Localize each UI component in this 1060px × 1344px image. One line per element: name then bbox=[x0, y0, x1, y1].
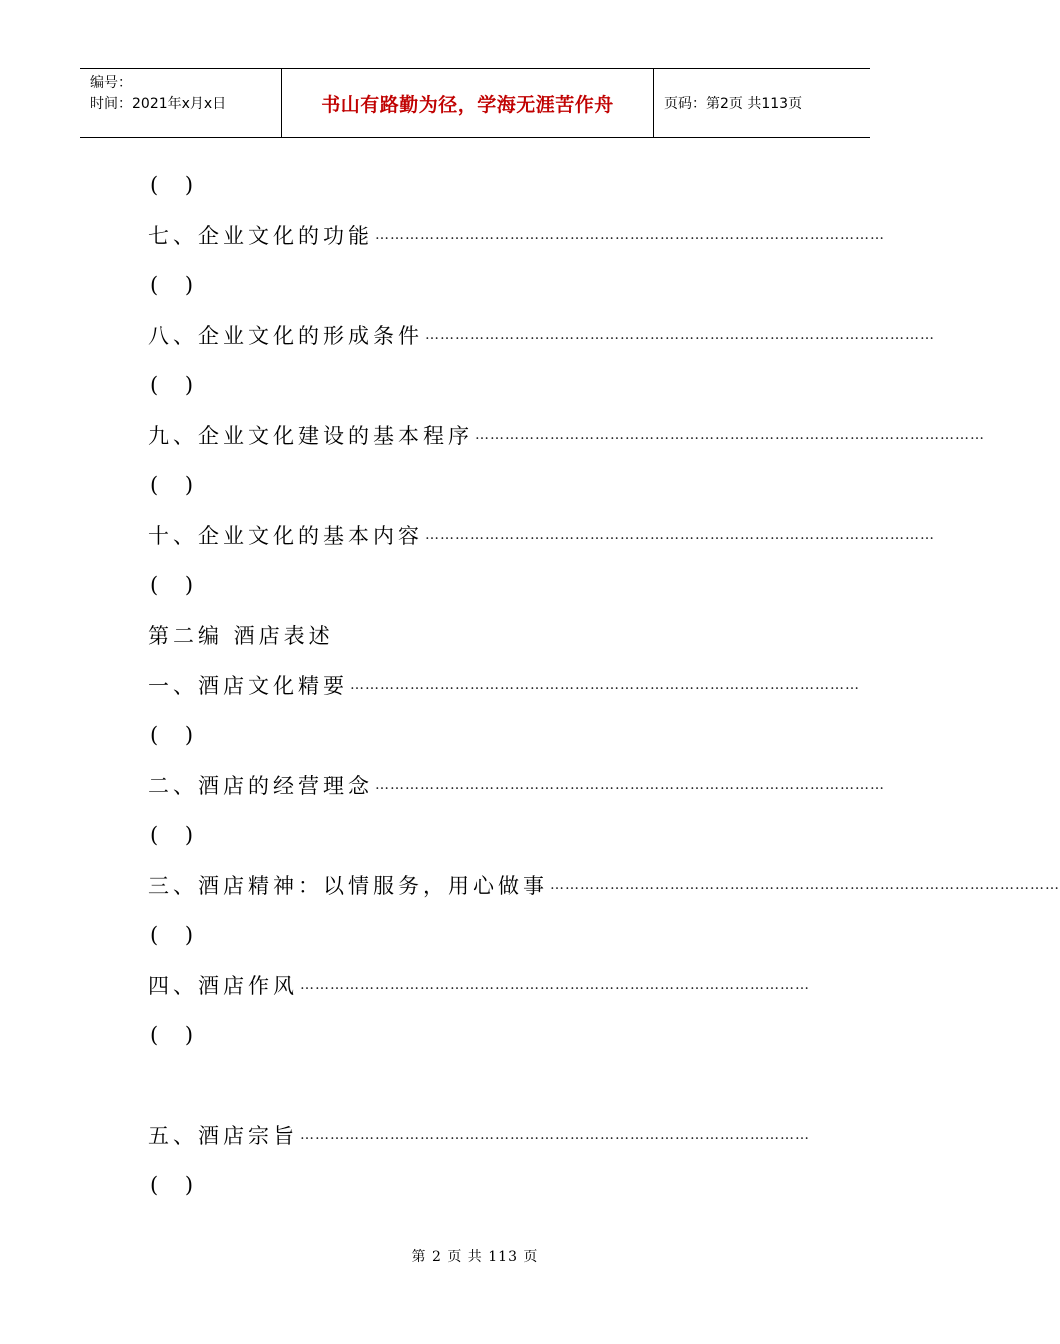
toc-page-ref: ( ) bbox=[150, 1173, 204, 1197]
header-motto-cell bbox=[282, 69, 654, 137]
toc-leader-dots: ………………………………………………………………………………………… bbox=[375, 777, 885, 793]
toc-entry-label: 五、酒店宗旨 bbox=[148, 1124, 298, 1148]
toc-page-ref: ( ) bbox=[150, 923, 204, 947]
toc-leader-dots: ………………………………………………………………………………………… bbox=[550, 877, 1060, 893]
toc-entry-label: 二、酒店的经营理念 bbox=[148, 774, 373, 798]
toc-page-ref: ( ) bbox=[150, 173, 204, 197]
toc-entry[interactable] bbox=[148, 310, 935, 360]
toc-entry-label: 八、企业文化的形成条件 bbox=[148, 324, 423, 348]
toc-leader-dots: ………………………………………………………………………………………… bbox=[425, 527, 935, 543]
toc-entry[interactable] bbox=[148, 960, 810, 1010]
toc-entry[interactable] bbox=[148, 410, 985, 460]
header-motto: 书山有路勤为径，学海无涯苦作舟 bbox=[321, 93, 614, 116]
toc-page-ref: ( ) bbox=[150, 273, 204, 297]
toc-entry-label: 四、酒店作风 bbox=[148, 974, 298, 998]
toc-page-ref: ( ) bbox=[150, 823, 204, 847]
toc-leader-dots: ………………………………………………………………………………………… bbox=[475, 427, 985, 443]
toc-entry-label: 三、酒店精神：以情服务，用心做事 bbox=[148, 874, 548, 898]
toc-entry-label: 七、企业文化的功能 bbox=[148, 224, 373, 248]
toc-leader-dots: ………………………………………………………………………………………… bbox=[350, 677, 860, 693]
header-page-info: 页码：第2页 共113页 bbox=[664, 96, 803, 112]
toc-entry[interactable] bbox=[148, 1110, 810, 1160]
page-header bbox=[80, 68, 870, 138]
header-page-info-cell bbox=[654, 69, 870, 137]
toc-leader-dots: ………………………………………………………………………………………… bbox=[300, 1127, 810, 1143]
toc-page-ref: ( ) bbox=[150, 473, 204, 497]
toc-entry-label: 一、酒店文化精要 bbox=[148, 674, 348, 698]
document-number-label: 编号： bbox=[90, 75, 132, 91]
toc-entry[interactable] bbox=[148, 510, 935, 560]
toc-leader-dots: ………………………………………………………………………………………… bbox=[300, 977, 810, 993]
toc-section-heading[interactable] bbox=[148, 610, 790, 660]
blank-spacer bbox=[148, 1060, 790, 1110]
toc-entry[interactable] bbox=[148, 760, 885, 810]
toc-entry[interactable] bbox=[148, 210, 885, 260]
header-meta bbox=[80, 69, 282, 137]
toc-entry-label: 十、企业文化的基本内容 bbox=[148, 524, 423, 548]
toc-page-ref: ( ) bbox=[150, 573, 204, 597]
toc-page-ref: ( ) bbox=[150, 1023, 204, 1047]
toc-leader-dots: ………………………………………………………………………………………… bbox=[375, 227, 885, 243]
toc-page-ref: ( ) bbox=[150, 373, 204, 397]
toc-entry[interactable] bbox=[148, 860, 1060, 910]
table-of-contents bbox=[148, 160, 1060, 1210]
page-footer: 第 2 页 共 113 页 bbox=[411, 1249, 539, 1265]
toc-leader-dots: ………………………………………………………………………………………… bbox=[425, 327, 935, 343]
document-time-label: 时间：2021年x月x日 bbox=[90, 96, 227, 112]
toc-entry-label: 九、企业文化建设的基本程序 bbox=[148, 424, 473, 448]
toc-entry[interactable] bbox=[148, 660, 860, 710]
toc-section-label: 第二编 酒店表述 bbox=[148, 624, 334, 648]
toc-page-ref: ( ) bbox=[150, 723, 204, 747]
